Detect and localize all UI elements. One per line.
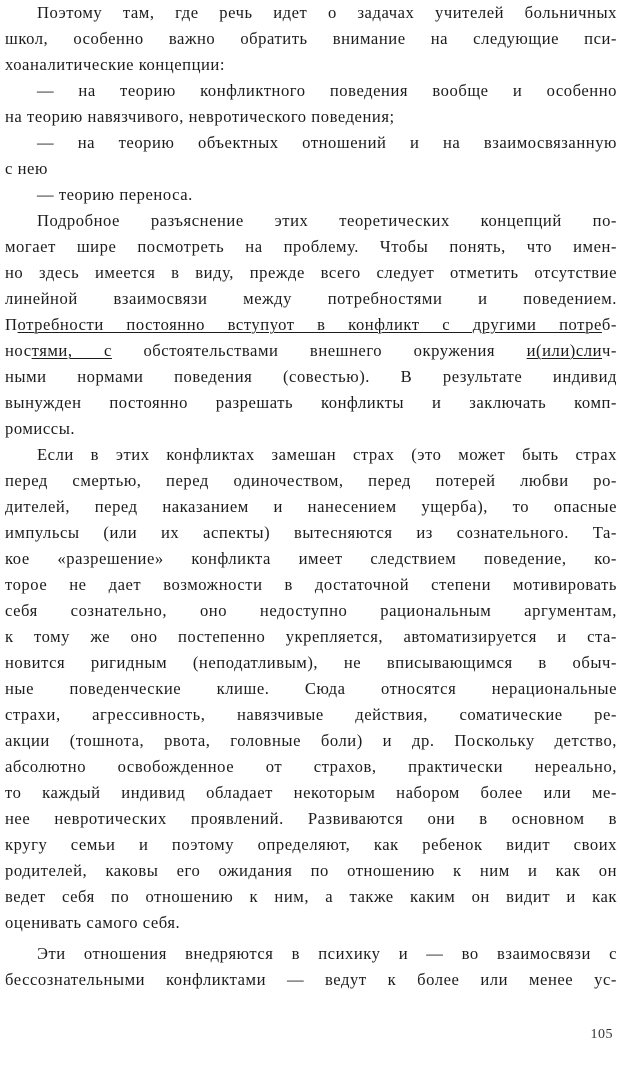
text-line: Поэтому там, где речь идет о задачах учителей больничных — [37, 3, 617, 22]
text-fragment: ч- — [602, 341, 618, 360]
text-line: вынужден постоянно разрешать конфликты и заключать комп- — [5, 393, 617, 412]
text-line: но здесь имеется в виду, прежде всего следует отметить отсутствие — [5, 263, 617, 282]
text-line: торое не дает возможности в достаточной степени мотивировать — [5, 575, 617, 594]
text-line: школ, особенно важно обратить внимание на следующие пси- — [5, 29, 617, 48]
text-line: новится ригидным (неподатливым), не вписывающимся в обыч- — [5, 653, 617, 672]
text-line: родителей, каковы его ожидания по отношению к ним и как он — [5, 861, 617, 880]
text-line: на теорию навязчивого, невротического поведения; — [5, 107, 395, 126]
text-fragment: П — [5, 315, 18, 334]
text-fragment: б- — [601, 315, 617, 334]
book-page — [5, 0, 617, 1071]
text-line: дителей, перед наказанием и нанесением ущерба), то опасные — [5, 497, 617, 516]
text-line: кругу семьи и поэтому определяют, как ребенок видит своих — [5, 835, 617, 854]
text-line: Если в этих конфликтах замешан страх (это может быть страх — [37, 445, 617, 464]
text-line: линейной взаимосвязи между потребностями и поведением. — [5, 289, 617, 308]
text-line: могает шире посмотреть на проблему. Чтобы понять, что имен- — [5, 237, 617, 256]
text-line: кое «разрешение» конфликта имеет следствием поведение, ко- — [5, 549, 617, 568]
text-line — [5, 338, 617, 364]
text-line: бессознательными конфликтами — ведут к более или менее ус- — [5, 970, 617, 989]
underlined-text: тями, с — [31, 341, 112, 360]
text-line: оценивать самого себя. — [5, 913, 181, 932]
text-line: перед смертью, перед одиночеством, перед потерей любви ро- — [5, 471, 617, 490]
text-line: ромиссы. — [5, 419, 76, 438]
page-number: 105 — [590, 1027, 613, 1042]
text-line — [5, 312, 617, 338]
text-line: акции (тошнота, рвота, головные боли) и др. Поскольку детство, — [5, 731, 617, 750]
text-line: ведет себя по отношению к ним, а также каким он видит и как — [5, 887, 617, 906]
text-line: нее невротических проявлений. Развиваются они в основном в — [5, 809, 617, 828]
text-line: то каждый индивид обладает некоторым набором более или ме- — [5, 783, 617, 802]
text-line: — на теорию объектных отношений и на взаимосвязанную — [37, 133, 617, 152]
text-line: страхи, агрессивность, навязчивые действия, соматические ре- — [5, 705, 617, 724]
text-line: к тому же оно постепенно укрепляется, автоматизируется и ста- — [5, 627, 617, 646]
text-line: ные поведенческие клише. Сюда относятся нерациональные — [5, 679, 617, 698]
text-line: импульсы (или их аспекты) вытесняются из сознательного. Та- — [5, 523, 617, 542]
text-line: с нею — [5, 159, 48, 178]
text-line: ными нормами поведения (совестью). В результате индивид — [5, 367, 617, 386]
underlined-text: и(или)сли — [526, 341, 603, 360]
text-line: абсолютно освобожденное от страхов, практически нереально, — [5, 757, 617, 776]
text-line: — теорию переноса. — [37, 185, 193, 204]
text-line: — на теорию конфликтного поведения вообще и особенно — [37, 81, 617, 100]
text-fragment: нос — [5, 341, 32, 360]
text-line: хоаналитические концепции: — [5, 55, 226, 74]
text-fragment: обстоятельствами внешнего окружения — [111, 341, 527, 360]
text-line: себя сознательно, оно недоступно рациональным аргументам, — [5, 601, 617, 620]
text-line: Подробное разъяснение этих теоретических концепций по- — [37, 211, 617, 230]
underlined-text: отребности постоянно вступуот в конфликт с другими потре — [17, 315, 602, 334]
text-line: Эти отношения внедряются в психику и — во взаимосвязи с — [37, 944, 617, 963]
